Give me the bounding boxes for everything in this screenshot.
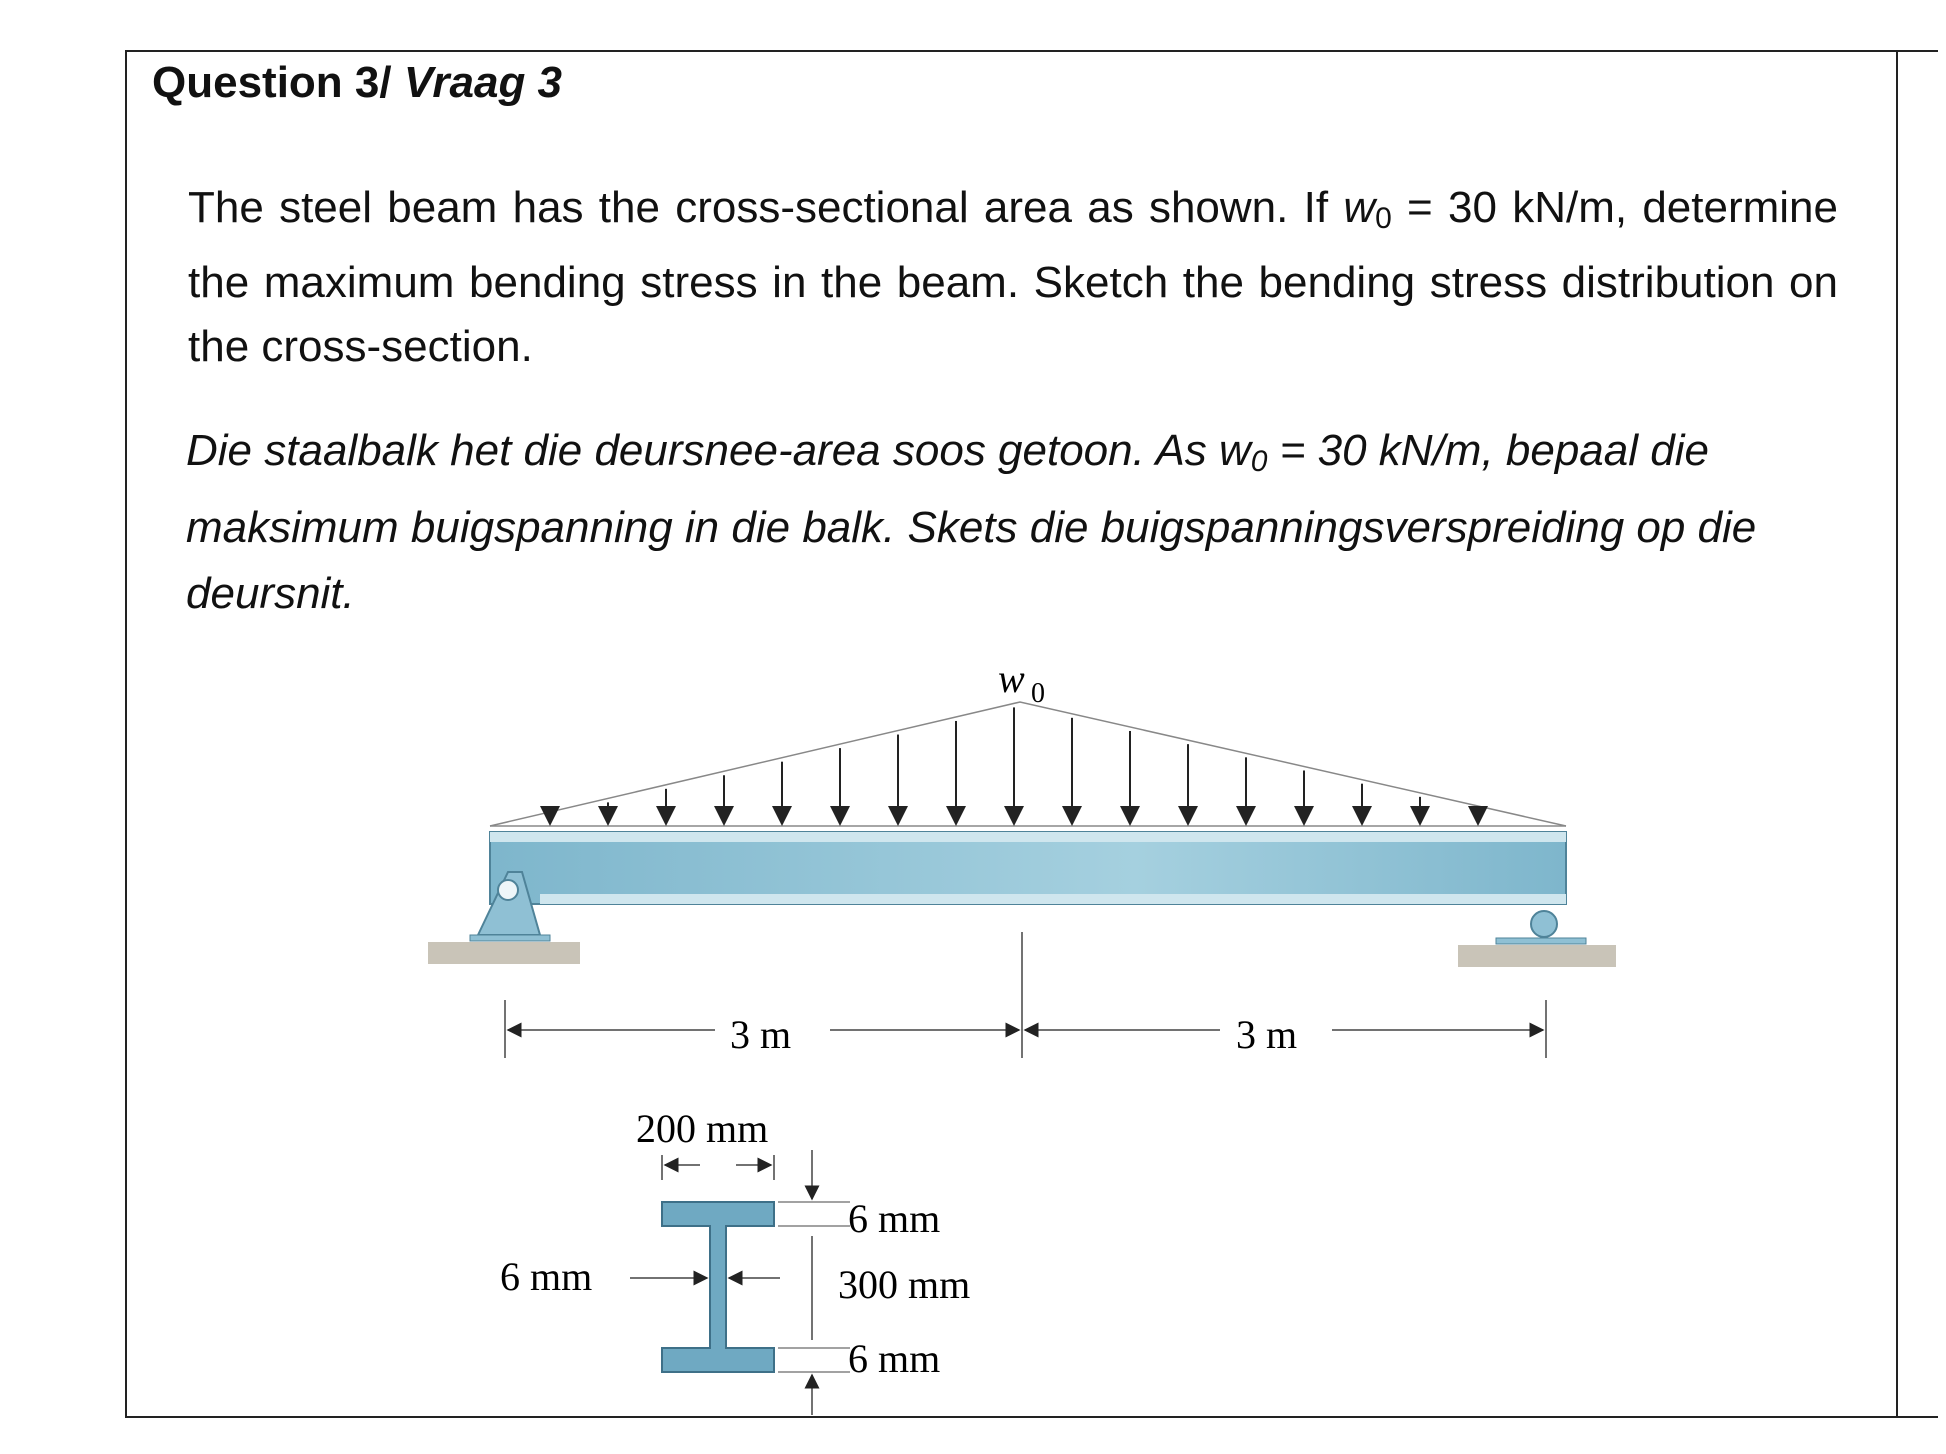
load-outline <box>490 702 1566 826</box>
flange-width-label: 200 mm <box>636 1106 769 1151</box>
i-beam-section <box>662 1202 774 1372</box>
load-label-sub: 0 <box>1031 678 1045 709</box>
web-thickness-label: 6 mm <box>500 1254 593 1299</box>
question-label-af: Vraag 3 <box>403 58 563 107</box>
question-label: Question 3/ <box>152 58 404 107</box>
flange-top-label: 6 mm <box>848 1196 941 1241</box>
span-right-label: 3 m <box>1236 1012 1298 1057</box>
ground-right <box>1458 945 1616 967</box>
flange-bottom-label: 6 mm <box>848 1336 941 1381</box>
beam <box>490 832 1566 904</box>
beam-top-flange <box>490 832 1566 842</box>
ground-left <box>428 942 580 964</box>
span-left-label: 3 m <box>730 1012 792 1057</box>
question-text-afrikaans: Die staalbalk het die deursnee-area soos getoon. As $w_0 = 30$ kN/m, bepaal die maksimum buigspanning in die balk. Skets die buigspanningsverspreiding op die deursnit. <box>186 426 1757 618</box>
pin-icon <box>498 880 518 900</box>
roller-icon <box>1531 911 1557 937</box>
load-arrows <box>550 707 1478 824</box>
question-text-english: The steel beam has the cross-sectional area as shown. If $w_0 = 30$ kN/m, determine the maximum bending stress in the beam. Sketch the bending stress distribution on the cross-section. <box>188 183 1838 371</box>
depth-label: 300 mm <box>838 1262 971 1307</box>
beam-bottom-flange <box>540 894 1566 904</box>
load-label: w <box>998 656 1025 701</box>
